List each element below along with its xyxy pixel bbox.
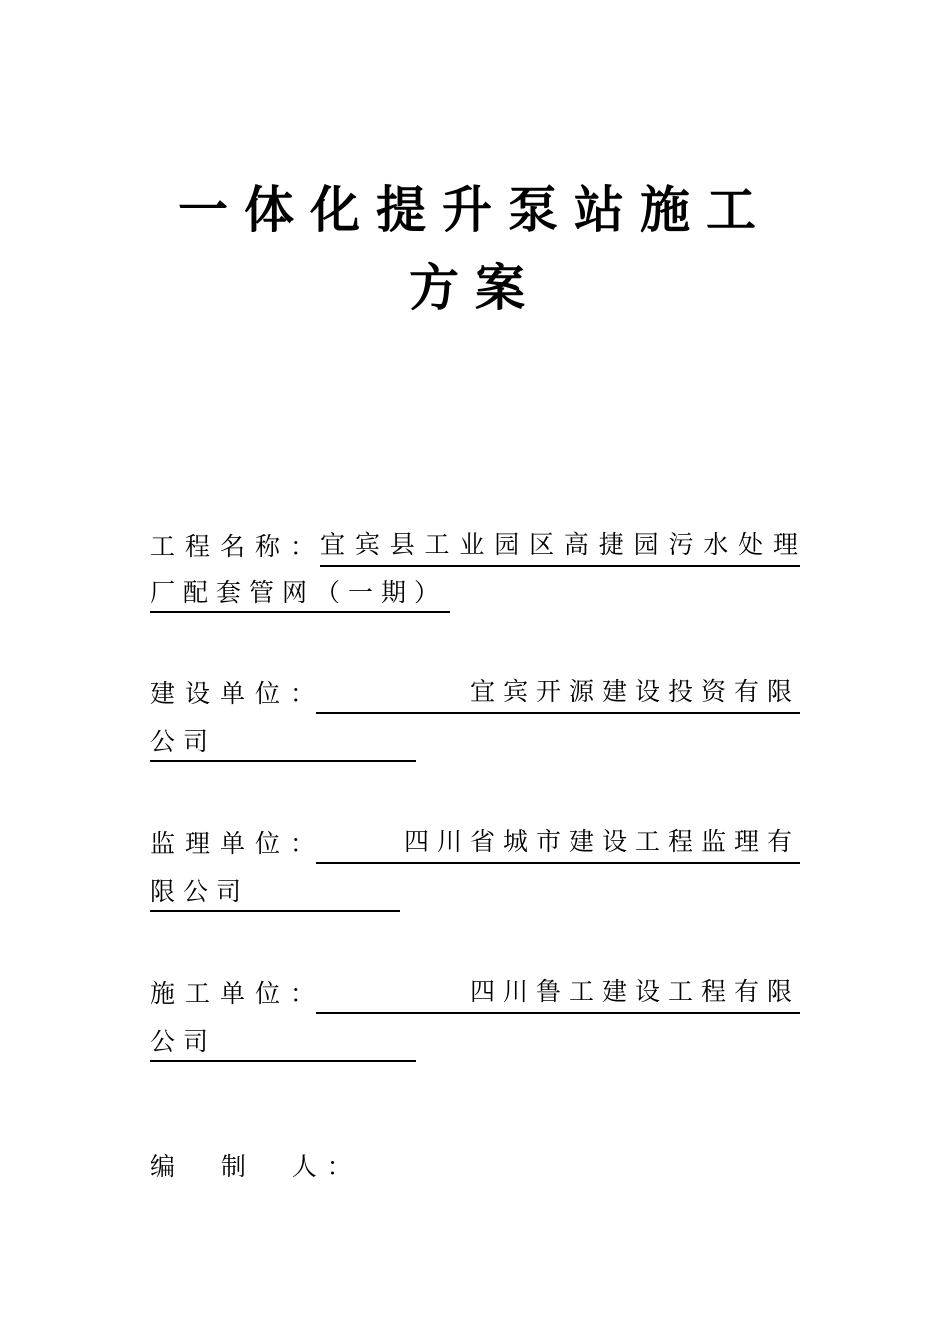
- project-name-row: [150, 527, 325, 567]
- supervision-unit-value-line-1: 四川省城市建设工程监理有: [316, 822, 800, 864]
- supervision-unit-value-line-2: 限公司: [150, 872, 400, 912]
- supervision-unit-row: [150, 824, 325, 864]
- builder-unit-value-line-1: 四川鲁工建设工程有限: [316, 972, 800, 1014]
- builder-unit-row: [150, 974, 325, 1014]
- builder-unit-label: 施工单位：: [150, 979, 326, 1008]
- construction-unit-row-2: [150, 722, 416, 762]
- construction-unit-value-line-2: 公司: [150, 722, 416, 762]
- supervision-unit-label: 监理单位：: [150, 829, 326, 858]
- project-name-value-line-2: 厂配套管网（一期）: [150, 573, 450, 613]
- builder-unit-row-2: [150, 1022, 416, 1062]
- project-name-row-2: [150, 573, 450, 613]
- compiler-row: [150, 1147, 362, 1187]
- supervision-unit-row-2: [150, 872, 400, 912]
- document-title-line-2: 方案: [409, 259, 541, 317]
- compiler-label: 编 制 人：: [150, 1152, 362, 1181]
- builder-unit-value-line-2: 公司: [150, 1022, 416, 1062]
- project-name-label: 工程名称：: [150, 532, 326, 561]
- construction-unit-label: 建设单位：: [150, 679, 326, 708]
- construction-unit-row: [150, 674, 325, 714]
- document-title-line-1: 一体化提升泵站施工: [178, 181, 772, 239]
- project-name-value-line-1: 宜宾县工业园区高捷园污水处理: [320, 525, 800, 567]
- construction-unit-value-line-1: 宜宾开源建设投资有限: [316, 672, 800, 714]
